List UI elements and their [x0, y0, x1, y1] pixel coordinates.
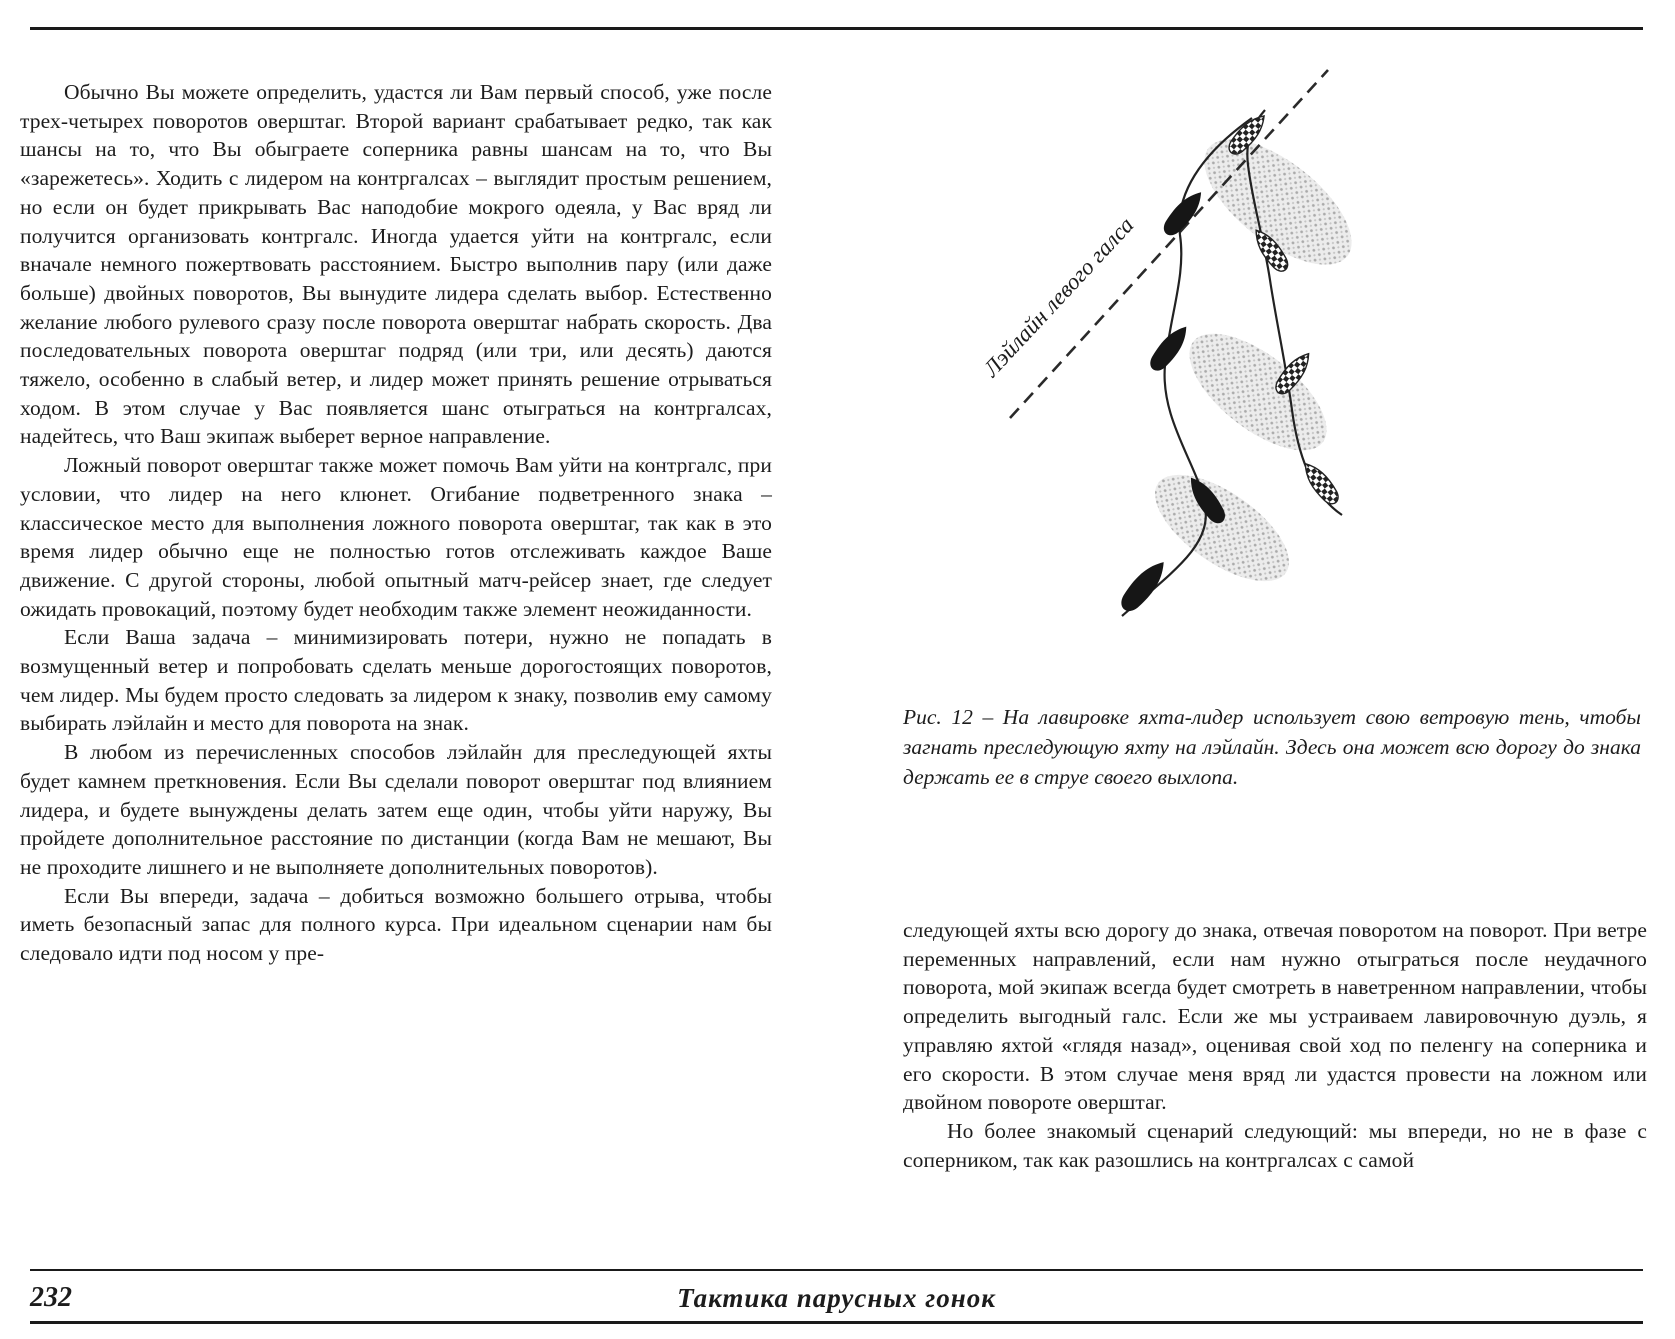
footer: [30, 1276, 1643, 1320]
layline-label: Лэйлайн левого галса: [978, 212, 1139, 382]
paragraph: следующей яхты всю дорогу до знака, отвечая поворотом на поворот. При ветре переменных направлений, если нам нужно отыграться после неудачного поворота, мой экипаж всегда будет смотреть в наветренном направлении, чтобы определить выгодный галс. Если же мы устраиваем лавировочную дуэль, я управляю яхтой «глядя назад», оценивая свой ход по пеленгу на соперника и его скорости. В этом случае меня вряд ли удастся провести на ложном или двойном повороте оверштаг.: [903, 918, 1647, 1115]
page-number: 232: [30, 1282, 72, 1313]
paragraph: Ложный поворот оверштаг также может помочь Вам уйти на контргалс, при условии, что лидер на него клюнет. Огибание подветренного знака – классическое место для выполнения ложного поворота оверштаг, так как в это время лидер обычно еще не полностью готов отслеживать каждое Ваше движение. С другой стороны, любой опытный матч-рейсер знает, где следует ожидать провокаций, поэтому будет необходим также элемент неожиданности.: [20, 453, 772, 621]
paragraph: Если Вы впереди, задача – добиться возможно большего отрыва, чтобы иметь безопасный запас для полного курса. При идеальном сценарии нам бы следовало идти под носом у пре-: [20, 883, 772, 966]
figure-caption: Рис. 12 – На лавировке яхта-лидер использует свою ветровую тень, чтобы загнать преследующую яхту на лэйлайн. Здесь она может всю дорогу до знака держать ее в струе своего выхлопа.: [903, 705, 1641, 789]
paragraph: Но более знакомый сценарий следующий: мы впереди, но не в фазе с соперником, так как разошлись на контргалсах с самой: [903, 1118, 1647, 1172]
footer-bottom-rule: [30, 1321, 1643, 1324]
footer-title: Тактика парусных гонок: [677, 1282, 996, 1313]
right-column: [903, 916, 1647, 1174]
paragraph: Обычно Вы можете определить, удастся ли Вам первый способ, уже после трех-четырех поворотов оверштаг. Второй вариант срабатывает редко, так как шансы на то, что Вы обыграете соперника равны шансам на то, что Вы «зарежетесь». Ходить с лидером на контргалсах – выглядит простым решением, но если он будет прикрывать Вас наподобие мокрого одеяла, у Вас вряд ли получится организовать контргалс. Иногда удается уйти на контргалс, если вначале немного пожертвовать расстоянием. Быстро выполнив пару (или даже больше) двойных поворотов, Вы вынудите лидера сделать выбор. Естественно желание любого рулевого сразу после поворота оверштаг набрать скорость. Два последовательных поворота оверштаг подряд (или три, или десять) даются тяжело, особенно в слабый ветер, и лидер может принять решение отрываться ходом. В этом случае у Вас появляется шанс отыграться на контргалсах, надейтесь, что Ваш экипаж выберет верное направление.: [20, 80, 772, 449]
lead-yacht: [1116, 555, 1172, 616]
paragraph: В любом из перечисленных способов лэйлайн для преследующей яхты будет камнем преткновения. Если Вы сделали поворот оверштаг под влиянием лидера, и будете вынуждены делать затем еще один, чтобы уйти наружу, Вы пройдете дополнительное расстояние по дистанции (когда Вам не мешают, Вы не проходите лишнего и не выполняете дополнительных поворотов).: [20, 740, 772, 879]
footer-top-rule: [30, 1269, 1643, 1271]
chasing-yacht: [1299, 458, 1343, 507]
paragraph: Если Ваша задача – минимизировать потери, нужно не попадать в возмущенный ветер и попробовать сделать меньше дорогостоящих поворотов, чем лидер. Мы будем просто следовать за лидером к знаку, позволив ему самому выбирать лэйлайн и место для поворота на знак.: [20, 625, 772, 736]
course-diagram: [860, 60, 1650, 690]
left-column: [20, 78, 772, 968]
top-rule: [30, 27, 1643, 30]
wind-shadow: [1171, 312, 1346, 471]
lead-yacht: [1159, 186, 1208, 240]
